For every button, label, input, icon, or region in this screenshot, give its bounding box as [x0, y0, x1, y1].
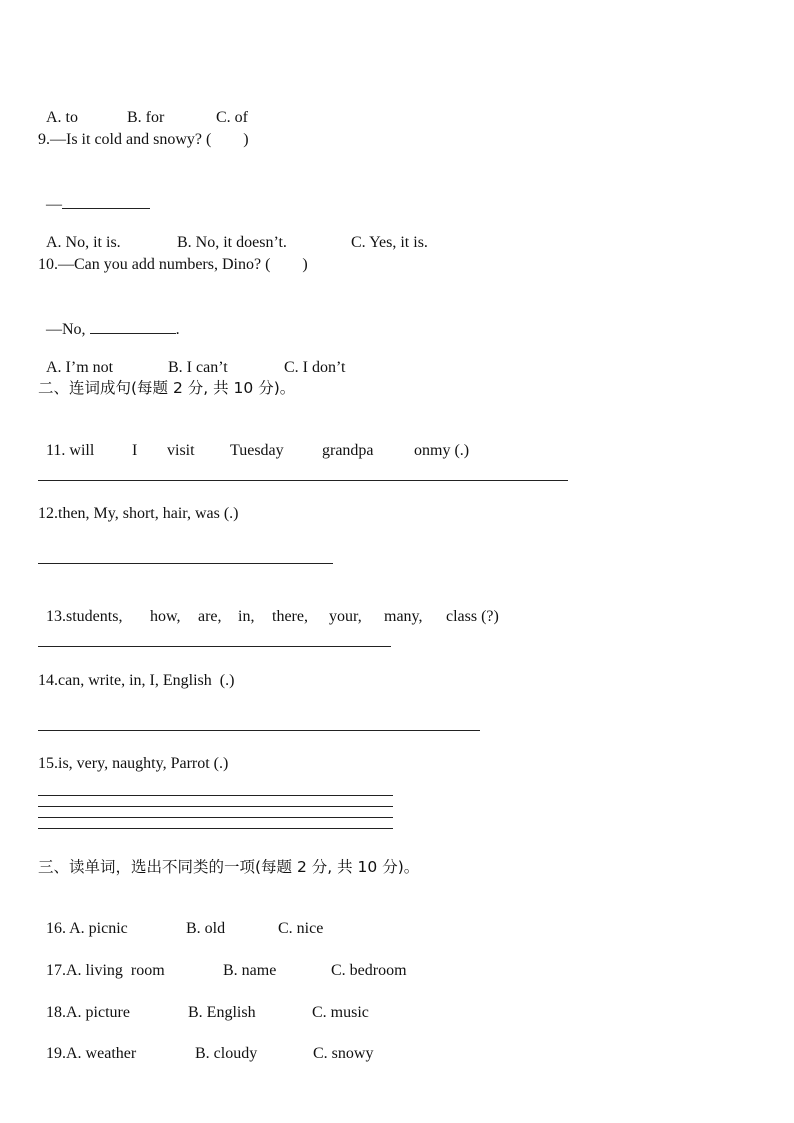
- q9-option-b[interactable]: B. No, it doesn’t.: [177, 234, 287, 251]
- q13-word: are,: [198, 608, 222, 625]
- q8-option-b[interactable]: B. for: [127, 109, 165, 126]
- q14-words: 14.can, write, in, I, English (.): [38, 672, 235, 689]
- q19-option-b[interactable]: B. cloudy: [195, 1045, 258, 1062]
- q9-question: 9.—Is it cold and snowy? ( ): [38, 131, 249, 148]
- q9-option-c[interactable]: C. Yes, it is.: [351, 234, 428, 251]
- q9-answer-line: [38, 172, 150, 215]
- q10-options: [38, 338, 345, 378]
- q15-answer-line-4[interactable]: [38, 828, 393, 829]
- q15-answer-line-1[interactable]: [38, 795, 393, 796]
- section2-heading: 二、连词成句(每题 2 分, 共 10 分)。: [38, 379, 296, 397]
- section3-heading: 三、读单词，选出不同类的一项(每题 2 分, 共 10 分)。: [38, 858, 420, 876]
- q10-answer-line: [38, 297, 180, 340]
- q19-option-c[interactable]: C. snowy: [313, 1045, 374, 1062]
- q8-option-a[interactable]: A. to: [46, 109, 78, 126]
- q10-option-b[interactable]: B. I can’t: [168, 359, 228, 376]
- q9-options: [38, 213, 428, 253]
- q18-option-a[interactable]: 18.A. picture: [46, 1004, 130, 1021]
- q13-word: in,: [238, 608, 255, 625]
- q16-option-b[interactable]: B. old: [186, 920, 226, 937]
- q11-word: 11. will: [46, 442, 95, 459]
- q11-word: grandpa: [322, 442, 374, 459]
- q16-options: [38, 899, 323, 939]
- q13-words: [38, 587, 499, 627]
- q10-answer-suffix: .: [175, 321, 180, 338]
- q10-option-c[interactable]: C. I don’t: [284, 359, 346, 376]
- q10-answer-prefix: —No,: [46, 321, 90, 338]
- q11-words: [38, 421, 469, 461]
- q8-options: [38, 88, 248, 128]
- q10-answer-blank[interactable]: [90, 317, 176, 334]
- q10-option-a[interactable]: A. I’m not: [46, 359, 114, 376]
- q15-words: 15.is, very, naughty, Parrot (.): [38, 755, 229, 772]
- q17-option-a[interactable]: 17.A. living room: [46, 962, 165, 979]
- q17-options: [38, 941, 407, 981]
- q18-options: [38, 983, 369, 1023]
- q10-question: 10.—Can you add numbers, Dino? ( ): [38, 256, 308, 273]
- q17-option-c[interactable]: C. bedroom: [331, 962, 407, 979]
- q13-word: 13.students,: [46, 608, 123, 625]
- q18-option-c[interactable]: C. music: [312, 1004, 369, 1021]
- q13-word: how,: [150, 608, 181, 625]
- q15-answer-line-3[interactable]: [38, 817, 393, 818]
- q9-answer-blank[interactable]: [62, 192, 150, 209]
- q8-option-c[interactable]: C. of: [216, 109, 248, 126]
- q13-word: there,: [272, 608, 308, 625]
- q16-option-a[interactable]: 16. A. picnic: [46, 920, 128, 937]
- q19-options: [38, 1024, 373, 1064]
- q9-option-a[interactable]: A. No, it is.: [46, 234, 121, 251]
- q14-answer-line[interactable]: [38, 730, 480, 731]
- q12-answer-line[interactable]: [38, 563, 333, 564]
- q16-option-c[interactable]: C. nice: [278, 920, 324, 937]
- q13-word: your,: [329, 608, 362, 625]
- q17-option-b[interactable]: B. name: [223, 962, 277, 979]
- q13-answer-line[interactable]: [38, 646, 391, 647]
- q15-answer-line-2[interactable]: [38, 806, 393, 807]
- q12-words: 12.then, My, short, hair, was (.): [38, 505, 239, 522]
- q11-answer-line[interactable]: [38, 480, 568, 481]
- q19-option-a[interactable]: 19.A. weather: [46, 1045, 137, 1062]
- q13-word: many,: [384, 608, 423, 625]
- q11-word: I: [132, 442, 138, 459]
- q13-word: class (?): [446, 608, 499, 625]
- q11-word: visit: [167, 442, 195, 459]
- q11-word: onmy (.): [414, 442, 470, 459]
- q18-option-b[interactable]: B. English: [188, 1004, 256, 1021]
- q11-word: Tuesday: [230, 442, 284, 459]
- q9-answer-dash: —: [46, 196, 62, 213]
